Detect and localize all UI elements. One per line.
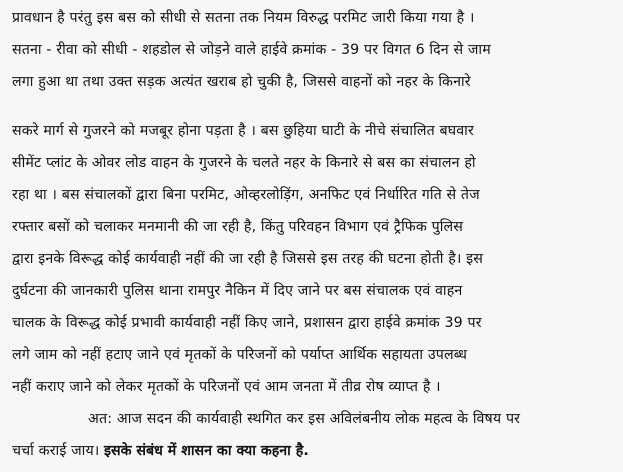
closing-paragraph-line: अत: आज सदन की कार्यवाही स्थगित कर इस अविलंबनीय लोक महत्व के विषय पर: [88, 411, 521, 427]
text-line: सीमेंट प्लांट के ओवर लोड वाहन के गुजरने के चलते नहर के किनारे से बस का संचालन हो: [12, 155, 476, 171]
text-line: चालक के विरूद्ध कोई प्रभावी कार्यवाही नहीं किए जाने, प्रशासन द्वारा हाईवे क्रमांक 39 पर: [12, 315, 482, 331]
closing-paragraph-line: [12, 441, 613, 461]
text-line: रहा था । बस संचालकों द्वारा बिना परमिट, ओव्हरलोड़िंग, अनफिट एवं निर्धारित गति से तेज: [12, 187, 480, 203]
text-line: लगे जाम को नहीं हटाए जाने एवं मृतकों के परिजनों को पर्याप्त आर्थिक सहायता उपलब्ध: [12, 347, 468, 363]
text-line: सतना - रीवा को सीधी - शहडोल से जोड़ने वाले हाईवे क्रमांक - 39 पर विगत 6 दिन से जाम: [12, 42, 491, 58]
text-line: सकरे मार्ग से गुजरने को मजबूर होना पड़ता है । बस छुहिया घाटी के नीचे संचालित बघवार: [12, 123, 474, 139]
text-line: नहीं कराए जाने को लेकर मृतकों के परिजनों एवं आम जनता में तीव्र रोष व्याप्त है ।: [12, 379, 441, 395]
text-line: दुर्घटना की जानकारी पुलिस थाना रामपुर नैकिन में दिए जाने पर बस संचालक एवं वाहन: [12, 283, 463, 299]
text-line: लगा हुआ था तथा उक्त सड़क अत्यंत खराब हो चुकी है, जिससे वाहनों को नहर के किनारे: [12, 74, 471, 90]
text-line: रफ्तार बसों को चलाकर मनमानी की जा रही है, किंतु परिवहन विभाग एवं ट्रैफिक पुलिस: [12, 219, 463, 235]
text-line: प्रावधान है परंतु इस बस को सीधी से सतना तक नियम विरुद्ध परमिट जारी किया गया है ।: [12, 10, 475, 26]
closing-text: चर्चा कराई जाय।: [12, 443, 105, 459]
text-line: द्वारा इनके विरूद्ध कोई कार्यवाही नहीं की जा रही है जिससे इस तरह की घटना होती है। इस: [12, 251, 483, 267]
government-question-text: इसके संबंध में शासन का क्या कहना है.: [104, 443, 309, 459]
